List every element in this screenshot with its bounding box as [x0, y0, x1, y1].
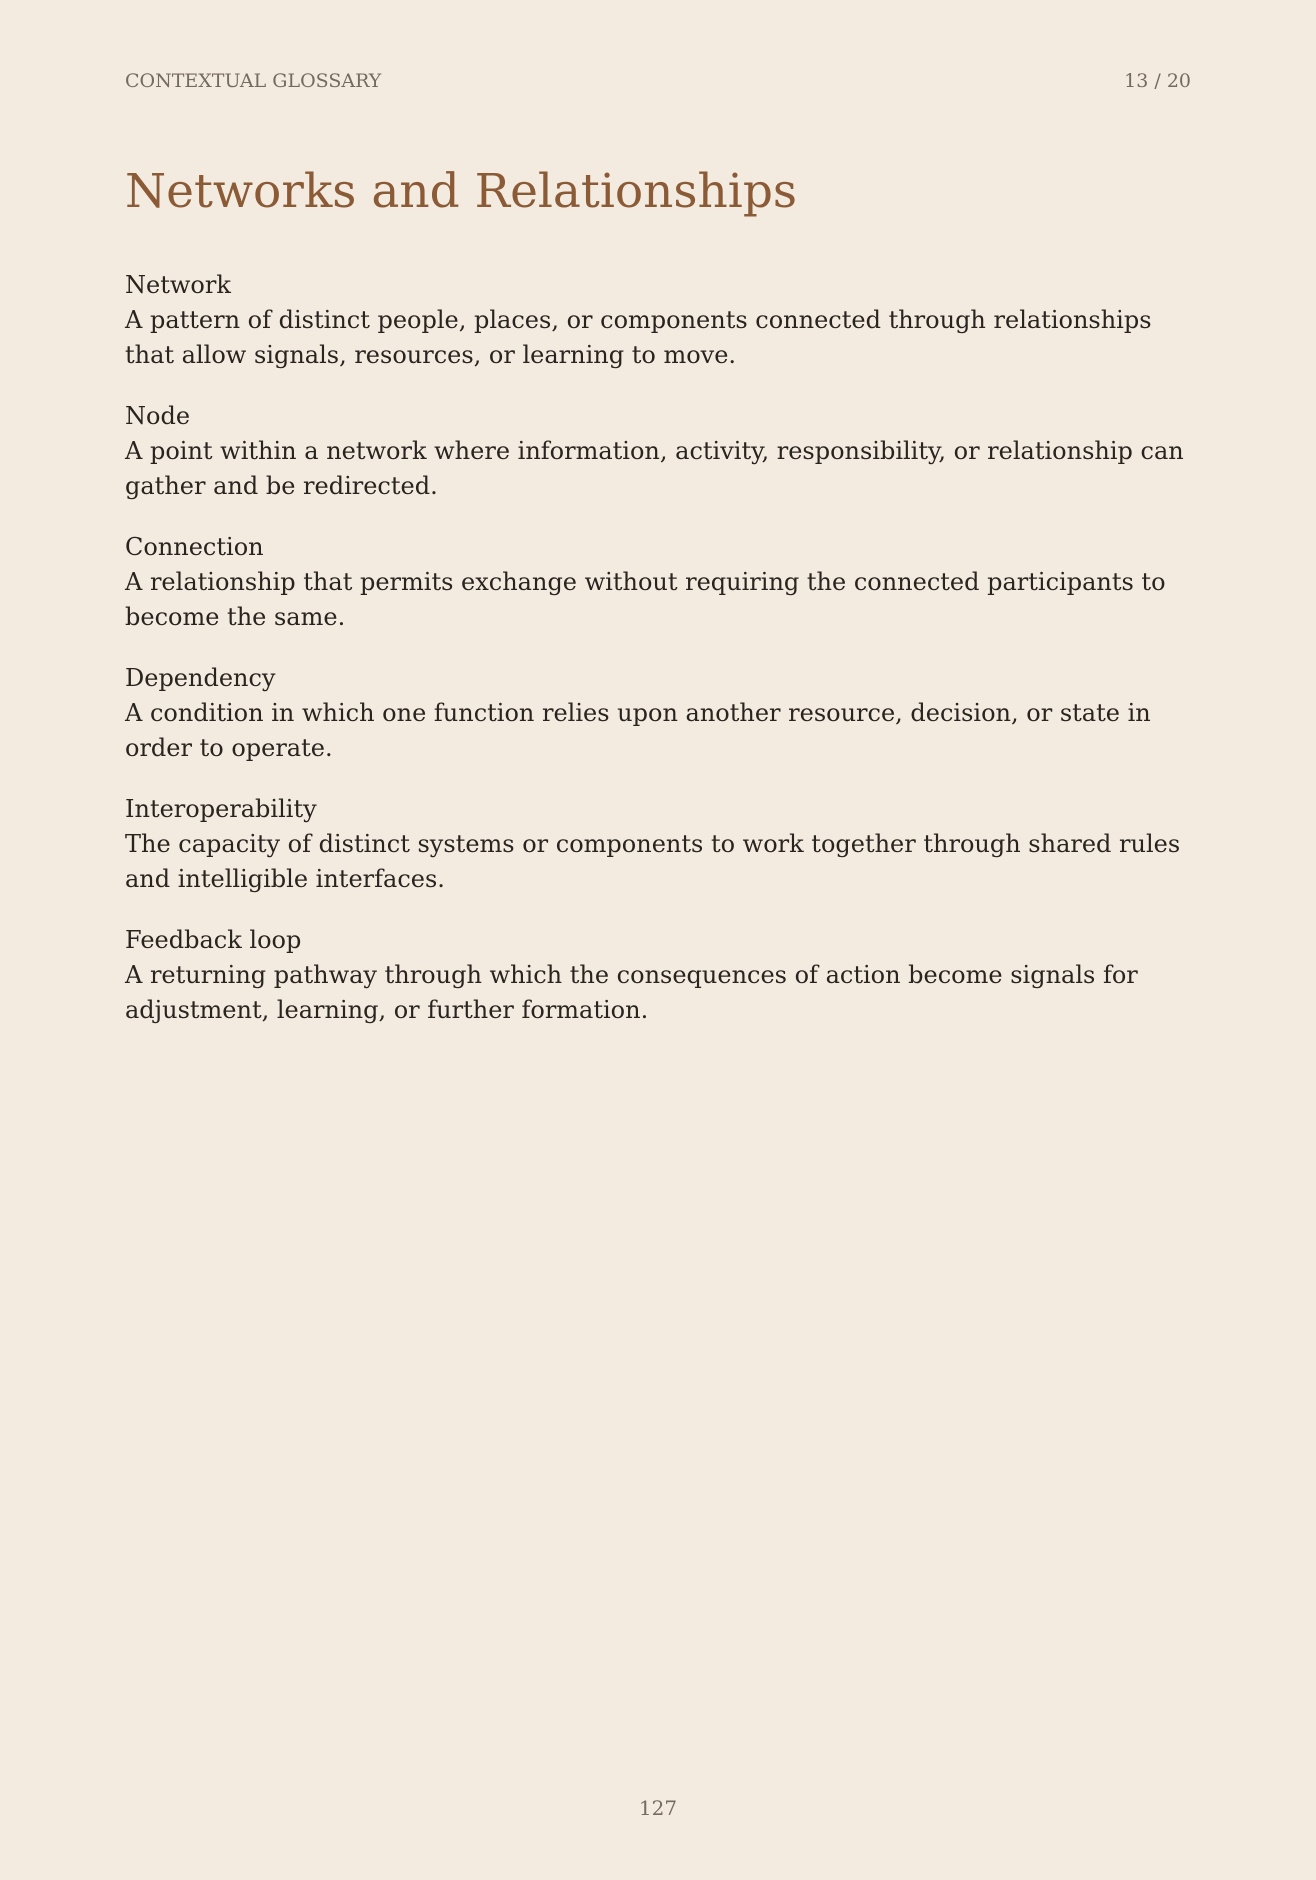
glossary-term: Network: [125, 271, 231, 299]
glossary-definition: A relationship that permits exchange without requiring the connected participants to become the same.: [125, 568, 1166, 631]
glossary-term: Dependency: [125, 664, 276, 692]
glossary-entry: [125, 792, 1200, 897]
page-title: Networks and Relationships: [125, 164, 798, 219]
page-number: 127: [638, 1796, 678, 1820]
glossary-entry: [125, 399, 1200, 504]
glossary-definition: A pattern of distinct people, places, or components connected through relationships that allow signals, resources, or learning to move.: [125, 306, 1152, 369]
glossary-entry: [125, 661, 1200, 766]
glossary-entry: [125, 923, 1200, 1028]
section-label: CONTEXTUAL GLOSSARY: [125, 70, 382, 92]
glossary-definition: A returning pathway through which the consequences of action become signals for adjustment, learning, or further formation.: [125, 961, 1138, 1024]
glossary-list: [125, 268, 1200, 1054]
glossary-term: Connection: [125, 533, 264, 561]
glossary-term: Feedback loop: [125, 926, 302, 954]
glossary-entry: [125, 530, 1200, 635]
glossary-term: Interoperability: [125, 795, 317, 823]
glossary-entry: [125, 268, 1200, 373]
glossary-definition: A condition in which one function relies upon another resource, decision, or state in order to operate.: [125, 699, 1151, 762]
glossary-term: Node: [125, 402, 191, 430]
progress-indicator: 13 / 20: [1124, 70, 1191, 92]
glossary-definition: A point within a network where information, activity, responsibility, or relationship can gather and be redirected.: [125, 437, 1184, 500]
glossary-definition: The capacity of distinct systems or components to work together through shared rules and intelligible interfaces.: [125, 830, 1181, 893]
running-header: [125, 68, 1191, 94]
